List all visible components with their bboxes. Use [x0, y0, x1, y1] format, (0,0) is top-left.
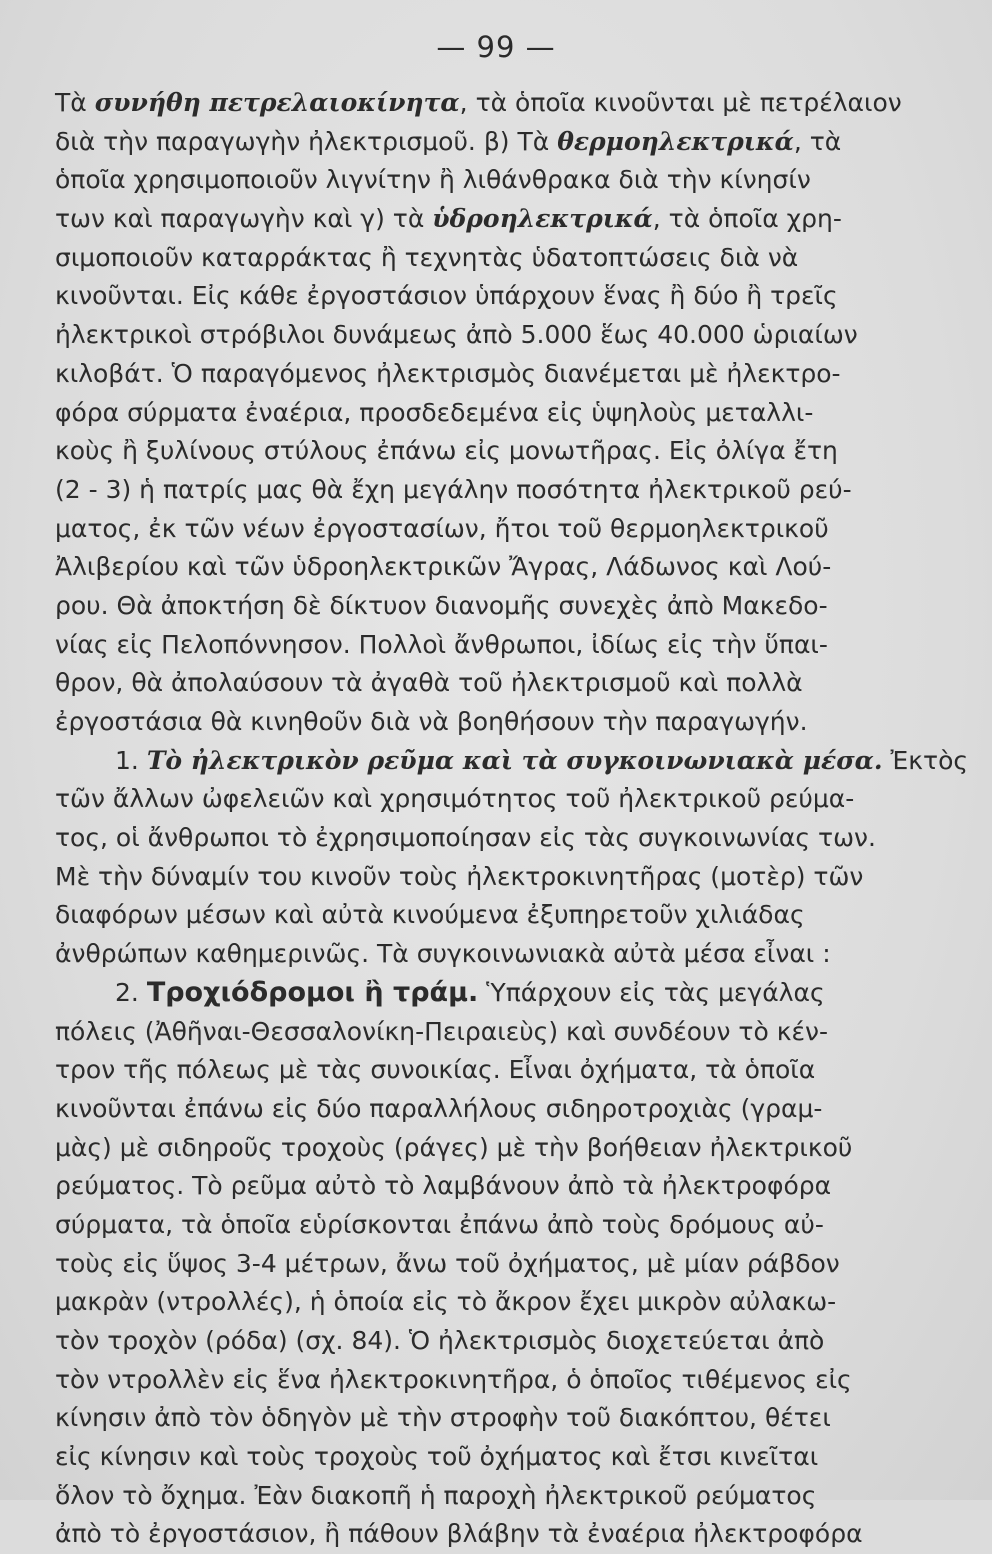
text-line: [55, 1129, 905, 1168]
text-run: μὰς) μὲ σιδηροῦς τροχοὺς (ράγες) μὲ τὴν βοήθειαν ἠλεκτρικοῦ: [55, 1132, 853, 1162]
text-line: [55, 1477, 905, 1516]
text-run: κινοῦνται ἐπάνω εἰς δύο παραλλήλους σιδηροτροχιὰς (γραμ-: [55, 1093, 823, 1123]
text-line: [55, 84, 905, 123]
text-line: [55, 1438, 905, 1477]
emphasized-text: Τὸ ἠλεκτρικὸν ρεῦμα καὶ τὰ συγκοινωνιακὰ μέσα.: [146, 745, 883, 775]
page-number: — 99 —: [436, 30, 556, 64]
text-run: ὅλον τὸ ὄχημα. Ἐὰν διακοπῆ ἡ παροχὴ ἠλεκτρικοῦ ρεύματος: [55, 1480, 817, 1510]
text-run: ἀνθρώπων καθημερινῶς. Τὰ συγκοινωνιακὰ αὐτὰ μέσα εἶναι :: [55, 939, 831, 969]
text-run: Ἀλιβερίου καὶ τῶν ὑδροηλεκτρικῶν Ἄγρας, Λάδωνος καὶ Λού-: [55, 552, 832, 582]
text-run: κινοῦνται. Εἰς κάθε ἐργοστάσιον ὑπάρχουν ἕνας ἢ δύο ἢ τρεῖς: [55, 281, 838, 311]
text-line: [55, 1245, 905, 1284]
text-run: μακρὰν (ντρολλές), ἡ ὁποία εἰς τὸ ἄκρον ἔχει μικρὸν αὐλακω-: [55, 1287, 837, 1317]
text-run: ἐργοστάσια θὰ κινηθοῦν διὰ νὰ βοηθήσουν τὴν παραγωγήν.: [55, 707, 808, 736]
text-run: ρεύματος. Τὸ ρεῦμα αὐτὸ τὸ λαμβάνουν ἀπὸ τὰ ἠλεκτροφόρα: [55, 1171, 832, 1201]
text-run: Τὰ: [55, 88, 95, 117]
text-line: [55, 664, 905, 703]
text-run: , τὰ ὁποῖα χρη-: [652, 204, 842, 234]
text-line: [55, 1399, 905, 1438]
text-line: [55, 548, 905, 587]
text-run: , τὰ: [793, 126, 842, 156]
text-line: [55, 626, 905, 665]
text-line: [55, 703, 905, 742]
text-line: [55, 1515, 905, 1554]
text-run: (2 - 3) ἡ πατρίς μας θὰ ἔχη μεγάλην ποσότητα ἠλεκτρικοῦ ρεύ-: [55, 474, 852, 504]
text-run: τῶν ἄλλων ὠφελειῶν καὶ χρησιμότητος τοῦ ἠλεκτρικοῦ ρεύμα-: [55, 784, 855, 814]
text-line: [55, 394, 905, 433]
text-run: ματος, ἐκ τῶν νέων ἐργοστασίων, ἤτοι τοῦ θερμοηλεκτρικοῦ: [55, 513, 829, 543]
text-run: τρον τῆς πόλεως μὲ τὰς συνοικίας. Εἶναι ὀχήματα, τὰ ὁποῖα: [55, 1055, 816, 1085]
text-run: διὰ τὴν παραγωγὴν ἠλεκτρισμοῦ. β) Τὰ: [55, 126, 558, 156]
body-text: [55, 84, 969, 1554]
text-line: [55, 239, 905, 278]
text-run: Ἐκτὸς: [882, 745, 969, 775]
text-run: των καὶ παραγωγὴν καὶ γ) τὰ: [55, 204, 433, 234]
text-run: Μὲ τὴν δύναμίν του κινοῦν τοὺς ἠλεκτροκινητῆρας (μοτὲρ) τῶν: [55, 861, 864, 891]
text-line: [55, 1013, 905, 1052]
text-run: ἀπὸ τὸ ἐργοστάσιον, ἢ πάθουν βλάβην τὰ ἐναέρια ἠλεκτροφόρα: [55, 1519, 863, 1549]
text-run: Ὑπάρχουν εἰς τὰς μεγάλας: [478, 977, 825, 1007]
text-run: κιλοβάτ. Ὁ παραγόμενος ἠλεκτρισμὸς διανέμεται μὲ ἠλεκτρο-: [55, 358, 841, 388]
text-run: εἰς κίνησιν καὶ τοὺς τροχοὺς τοῦ ὀχήματος καὶ ἔτσι κινεῖται: [55, 1442, 819, 1472]
emphasized-text: ὑδροηλεκτρικά: [432, 204, 653, 234]
text-line: [55, 1206, 905, 1245]
text-run: , τὰ ὁποῖα κινοῦνται μὲ πετρέλαιον: [459, 88, 902, 117]
text-line: [55, 200, 905, 239]
text-line: [55, 1322, 905, 1361]
text-line: [55, 161, 905, 200]
text-line: [55, 742, 969, 781]
text-run: τὸν ντρολλὲν εἰς ἕνα ἠλεκτροκινητῆρα, ὁ ὁποῖος τιθέμενος εἰς: [55, 1364, 852, 1394]
text-run: διαφόρων μέσων καὶ αὐτὰ κινούμενα ἐξυπηρετοῦν χιλιάδας: [55, 900, 805, 930]
text-line: [55, 587, 905, 626]
text-line: [55, 935, 905, 974]
text-run: ὁποῖα χρησιμοποιοῦν λιγνίτην ἢ λιθάνθρακα διὰ τὴν κίνησίν: [55, 165, 811, 195]
text-run: θρον, θὰ ἀπολαύσουν τὰ ἀγαθὰ τοῦ ἠλεκτρισμοῦ καὶ πολλὰ: [55, 668, 803, 698]
text-line: [55, 974, 905, 1013]
text-run: σύρματα, τὰ ὁποῖα εὑρίσκονται ἐπάνω ἀπὸ τοὺς δρόμους αὐ-: [55, 1209, 824, 1239]
emphasized-text: συνήθη πετρελαιοκίνητα: [94, 88, 460, 117]
text-run: τος, οἱ ἄνθρωποι τὸ ἐχρησιμοποίησαν εἰς τὰς συγκοινωνίας των.: [55, 823, 876, 853]
text-line: [55, 780, 905, 819]
text-line: [55, 316, 905, 355]
text-line: [55, 819, 905, 858]
text-run: σιμοποιοῦν καταρράκτας ἢ τεχνητὰς ὑδατοπτώσεις διὰ νὰ: [55, 242, 799, 272]
text-line: [55, 1361, 905, 1400]
text-run: νίας εἰς Πελοπόννησον. Πολλοὶ ἄνθρωποι, ἰδίως εἰς τὴν ὕπαι-: [55, 629, 828, 659]
text-line: [55, 1051, 905, 1090]
text-line: [55, 432, 905, 471]
text-run: 2.: [115, 977, 147, 1007]
text-run: 1.: [115, 745, 147, 775]
text-line: [55, 471, 905, 510]
text-run: ρου. Θὰ ἀποκτήση δὲ δίκτυον διανομῆς συνεχὲς ἀπὸ Μακεδο-: [55, 590, 828, 620]
text-line: [55, 858, 905, 897]
text-run: τοὺς εἰς ὕψος 3-4 μέτρων, ἄνω τοῦ ὀχήματος, μὲ μίαν ράβδον: [55, 1248, 840, 1278]
text-run: ἠλεκτρικοὶ στρόβιλοι δυνάμεως ἀπὸ 5.000 ἕως 40.000 ὡριαίων: [55, 320, 858, 350]
emphasized-text: θερμοηλεκτρικά: [557, 126, 794, 156]
text-line: [55, 510, 905, 549]
emphasized-text: Τροχιόδρομοι ἢ τράμ.: [146, 976, 479, 1008]
text-line: [55, 1167, 905, 1206]
text-line: [55, 355, 905, 394]
text-line: [55, 1283, 905, 1322]
text-run: κοὺς ἢ ξυλίνους στύλους ἐπάνω εἰς μονωτῆρας. Εἰς ὀλίγα ἔτη: [55, 436, 838, 466]
text-run: κίνησιν ἀπὸ τὸν ὁδηγὸν μὲ τὴν στροφὴν τοῦ διακόπτου, θέτει: [55, 1403, 831, 1433]
text-run: φόρα σύρματα ἐναέρια, προσδεδεμένα εἰς ὑψηλοὺς μεταλλι-: [55, 397, 814, 427]
text-run: πόλεις (Ἀθῆναι-Θεσσαλονίκη-Πειραιεὺς) καὶ συνδέουν τὸ κέν-: [55, 1016, 828, 1046]
text-line: [55, 123, 905, 162]
text-run: τὸν τροχὸν (ρόδα) (σχ. 84). Ὁ ἠλεκτρισμὸς διοχετεύεται ἀπὸ: [55, 1326, 825, 1355]
text-line: [55, 1090, 905, 1129]
text-line: [55, 277, 905, 316]
text-line: [55, 896, 905, 935]
